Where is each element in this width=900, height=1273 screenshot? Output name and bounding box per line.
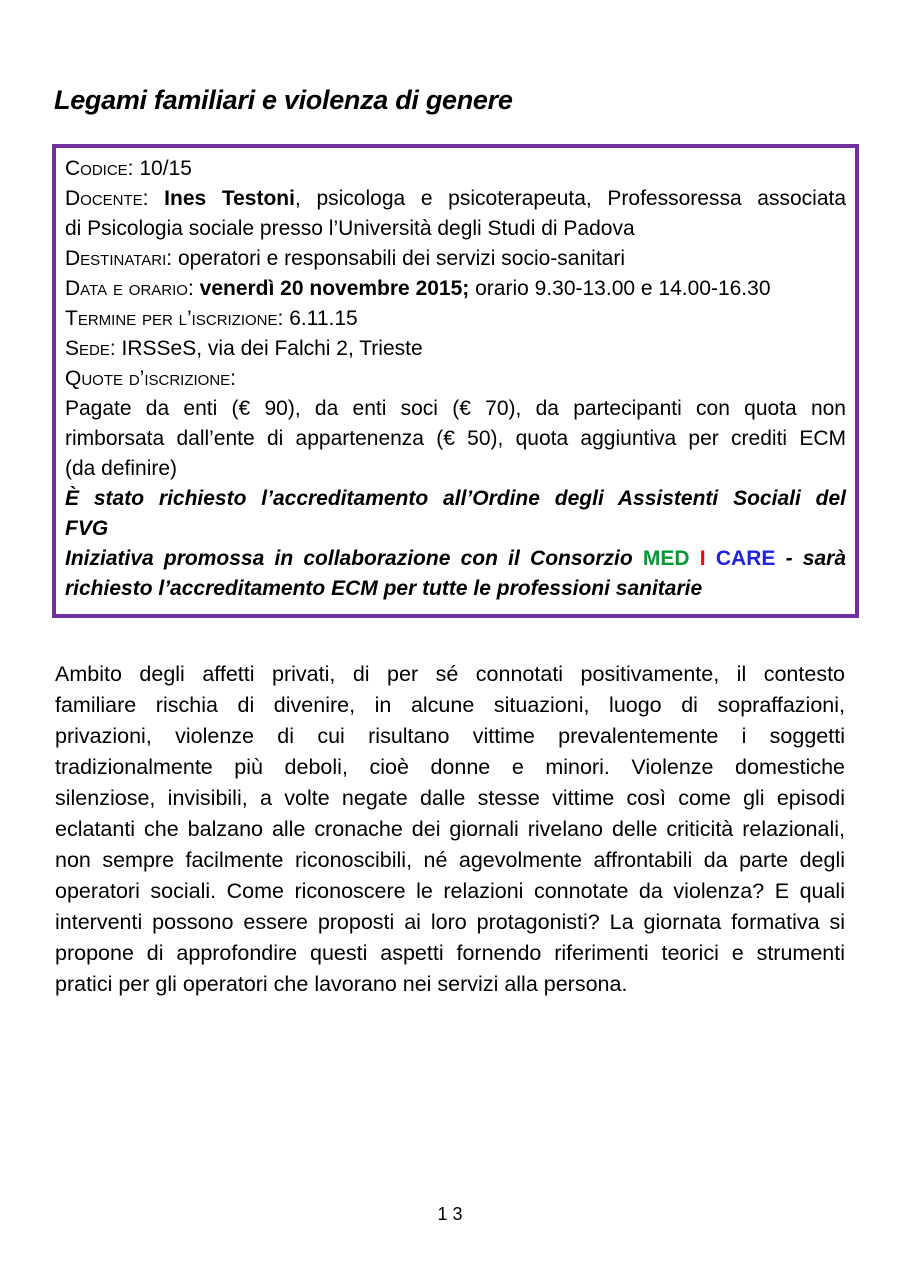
text-segment: Quote d’iscrizione:: [65, 367, 237, 390]
text-segment: (da definire): [65, 457, 178, 480]
page-number: 1 3: [437, 1204, 463, 1224]
info-box-line: [65, 214, 846, 244]
info-box-line: [65, 334, 846, 364]
text-segment: privazioni, violenze di cui risultano vittime prevalentemente i soggetti: [55, 724, 845, 748]
description-line: [55, 690, 845, 721]
text-segment: eclatanti che balzano alle cronache dei giornali rivelano delle criticità relazionali,: [55, 817, 845, 841]
info-box-line: [65, 364, 846, 394]
course-description: [55, 659, 845, 1000]
info-box-line: [65, 424, 846, 454]
text-segment: pratici per gli operatori che lavorano nei servizi alla persona.: [55, 972, 628, 996]
text-segment: , psicologa e psicoterapeuta, Professoressa associata: [294, 187, 847, 210]
text-segment: familiare rischia di divenire, in alcune situazioni, luogo di sopraffazioni,: [55, 693, 845, 717]
description-line: [55, 907, 845, 938]
text-segment: [706, 547, 716, 570]
description-line: [55, 938, 845, 969]
text-segment: Destinatari:: [65, 247, 178, 270]
text-segment: CARE: [715, 547, 776, 570]
text-segment: propone di approfondire questi aspetti fornendo riferimenti teorici e strumenti: [55, 941, 845, 965]
info-box-line: [65, 514, 846, 544]
text-segment: rimborsata dall’ente di appartenenza (€ 50), quota aggiuntiva per crediti ECM: [65, 427, 846, 450]
text-segment: di Psicologia sociale presso l’Università degli Studi di Padova: [65, 217, 635, 240]
text-segment: Iniziativa promossa in collaborazione con il Consorzio: [65, 547, 643, 570]
text-segment: operatori sociali. Come riconoscere le relazioni connotate da violenza? E quali: [55, 879, 845, 903]
info-box-line: [65, 394, 846, 424]
text-segment: venerdì 20 novembre 2015;: [199, 277, 470, 300]
text-segment: orario 9.30-13.00 e 14.00-16.30: [469, 277, 771, 300]
description-line: [55, 659, 845, 690]
description-line: [55, 814, 845, 845]
description-line: [55, 876, 845, 907]
text-segment: tradizionalmente più deboli, cioè donne e minori. Violenze domestiche: [55, 755, 845, 779]
info-box-line: [65, 544, 846, 574]
info-box-line: [65, 454, 846, 484]
text-segment: Docente:: [65, 187, 165, 210]
text-segment: IRSSeS, via dei Falchi 2, Trieste: [121, 337, 423, 360]
info-box-line: [65, 244, 846, 274]
text-segment: richiesto l’accreditamento ECM per tutte le professioni sanitarie: [65, 577, 703, 600]
text-segment: Data e orario:: [65, 277, 200, 300]
description-line: [55, 783, 845, 814]
text-segment: 10/15: [139, 157, 192, 180]
course-info-box: [52, 144, 859, 618]
text-segment: operatori e responsabili dei servizi socio-sanitari: [177, 247, 625, 270]
text-segment: Ines Testoni: [164, 187, 295, 210]
text-segment: - sarà: [775, 547, 846, 570]
text-segment: 6.11.15: [289, 307, 358, 330]
text-segment: Codice:: [65, 157, 140, 180]
info-box-line: [65, 154, 846, 184]
text-segment: Termine per l’iscrizione:: [65, 307, 290, 330]
text-segment: Sede:: [65, 337, 122, 360]
text-segment: MED: [642, 547, 690, 570]
text-segment: non sempre facilmente riconoscibili, né agevolmente affrontabili da parte degli: [55, 848, 845, 872]
description-line: [55, 845, 845, 876]
text-segment: Ambito degli affetti privati, di per sé connotati positivamente, il contesto: [55, 662, 845, 686]
info-box-line: [65, 274, 846, 304]
text-segment: [690, 547, 700, 570]
description-line: [55, 752, 845, 783]
text-segment: interventi possono essere proposti ai loro protagonisti? La giornata formativa si: [55, 910, 845, 934]
text-segment: I: [699, 547, 706, 570]
info-box-line: [65, 574, 846, 604]
description-line: [55, 721, 845, 752]
text-segment: Pagate da enti (€ 90), da enti soci (€ 70), da partecipanti con quota non: [65, 397, 846, 420]
info-box-line: [65, 184, 846, 214]
info-box-line: [65, 484, 846, 514]
text-segment: silenziose, invisibili, a volte negate dalle stesse vittime così come gli episodi: [55, 786, 845, 810]
info-box-line: [65, 304, 846, 334]
description-line: [55, 969, 845, 1000]
text-segment: FVG: [65, 517, 109, 540]
page-title: Legami familiari e violenza di genere: [54, 85, 513, 115]
text-segment: È stato richiesto l’accreditamento all’Ordine degli Assistenti Sociali del: [65, 487, 846, 510]
